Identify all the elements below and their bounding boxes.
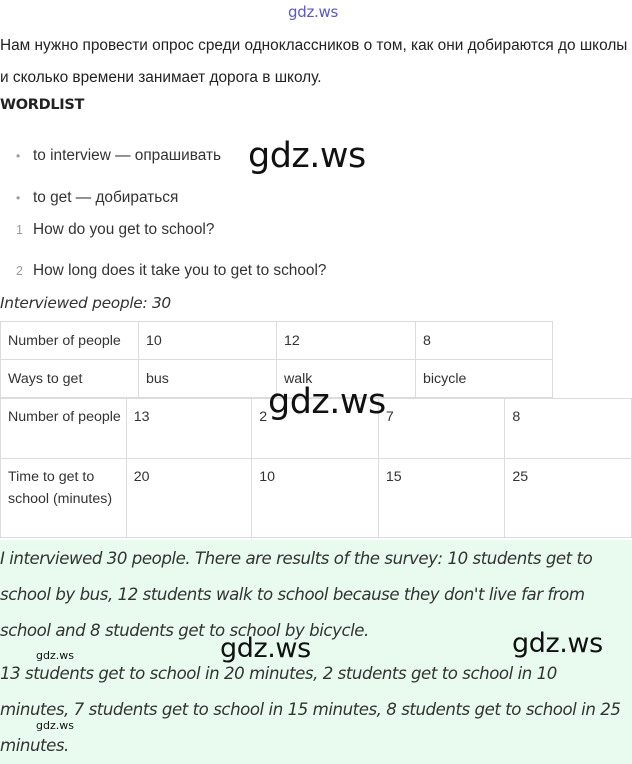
table-cell: 10 bbox=[139, 322, 277, 360]
bullet-icon: • bbox=[16, 191, 21, 205]
table-cell: 8 bbox=[505, 399, 632, 459]
watermark: gdz.ws bbox=[512, 628, 603, 659]
word-item bbox=[16, 189, 178, 207]
watermark: gdz.ws bbox=[36, 649, 74, 662]
table-cell: Number of people bbox=[1, 322, 139, 360]
watermark: gdz.ws bbox=[36, 719, 74, 732]
watermark: gdz.ws bbox=[248, 136, 366, 176]
question-text: How do you get to school? bbox=[33, 221, 215, 238]
table-cell: walk bbox=[277, 360, 416, 398]
table-cell: 10 bbox=[252, 459, 379, 538]
word-text: to interview — опрашивать bbox=[33, 147, 222, 164]
answer-paragraph: 13 students get to school in 20 minutes, 2 students get to school in 10 minutes, 7 students get to school in 15 minutes, 8 students get to school in 25 minutes. bbox=[0, 664, 621, 755]
table-cell: 20 bbox=[126, 459, 252, 538]
table-cell: 13 bbox=[126, 399, 252, 459]
word-item bbox=[16, 147, 221, 165]
question-item bbox=[16, 262, 326, 280]
watermark: gdz.ws bbox=[268, 382, 386, 422]
table-cell: 15 bbox=[378, 459, 505, 538]
question-item bbox=[16, 221, 214, 239]
table-cell: 2 bbox=[252, 399, 379, 459]
answer-paragraph: I interviewed 30 people. There are results of the survey: 10 students get to school by bus, 12 students walk to school because they don't live far from school and 8 students get to school by bicycle. bbox=[0, 549, 593, 640]
table-cell: Number of people bbox=[1, 399, 127, 459]
interviewed-count: Interviewed people: 30 bbox=[0, 294, 171, 312]
bullet-icon: • bbox=[16, 149, 21, 163]
intro-text: Нам нужно провести опрос среди одноклассников о том, как они добираются до школы и сколько времени занимает дорога в школу. bbox=[0, 37, 628, 86]
table-cell: 8 bbox=[416, 322, 553, 360]
table-cell: Time to get to school (minutes) bbox=[1, 459, 127, 538]
watermark: gdz.ws bbox=[220, 633, 311, 664]
table-cell: bus bbox=[139, 360, 277, 398]
wordlist-title: WORDLIST bbox=[0, 97, 85, 113]
table-cell: 25 bbox=[505, 459, 632, 538]
table-cell: 12 bbox=[277, 322, 416, 360]
table-cell: Ways to get bbox=[1, 360, 139, 398]
table-cell: 7 bbox=[378, 399, 505, 459]
table-cell: bicycle bbox=[416, 360, 553, 398]
question-number: 2 bbox=[16, 264, 23, 278]
site-tag: gdz.ws bbox=[288, 3, 338, 21]
question-text: How long does it take you to get to school? bbox=[33, 262, 327, 279]
word-text: to get — добираться bbox=[33, 189, 179, 206]
table-row bbox=[1, 322, 553, 360]
question-number: 1 bbox=[16, 223, 23, 237]
table-row bbox=[1, 459, 632, 538]
